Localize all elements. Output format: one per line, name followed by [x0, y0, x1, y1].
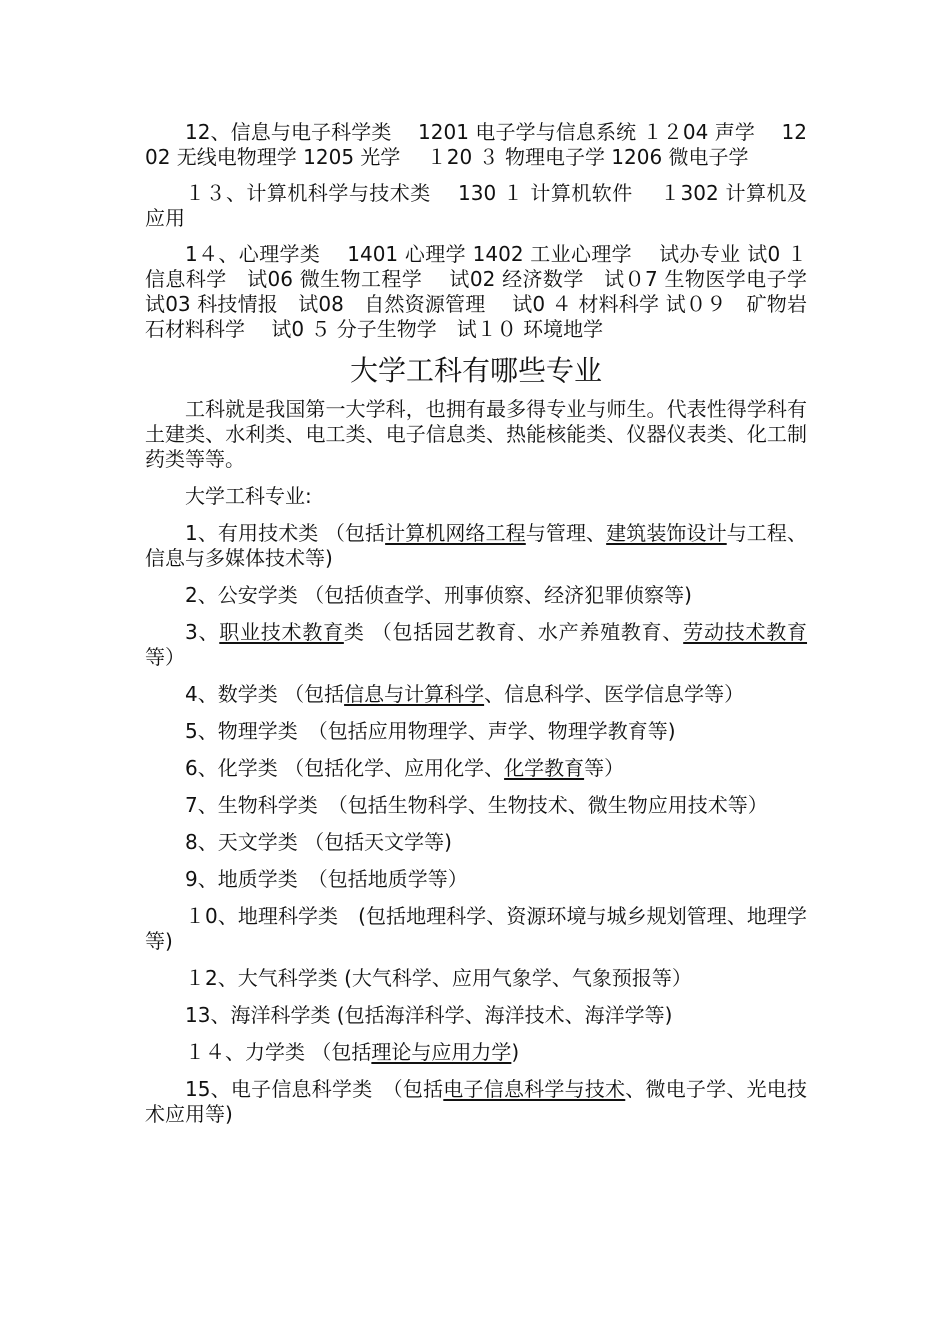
item-text: 与工程、信息与多媒体技术等) — [145, 521, 807, 570]
item-text: 类 （包括园艺教育、水产养殖教育、 — [343, 620, 684, 644]
item-text: 13、海洋科学类 (包括海洋科学、海洋技术、海洋学等) — [185, 1003, 673, 1027]
list-item-13 — [145, 1003, 807, 1028]
paragraph-category-12: 12、信息与电子科学类 1201 电子学与信息系统 １２04 声学 1202 无线电物理学 1205 光学 １20 ３ 物理电子学 1206 微电子学 — [145, 120, 807, 169]
list-item-7 — [145, 793, 807, 818]
item-text: 、微电子学、光电技术应用等) — [145, 1077, 808, 1126]
list-item-12 — [145, 966, 807, 991]
item-text: 1、有用技术类 （包括 — [185, 521, 386, 545]
paragraph-category-13: １３、计算机科学与技术类 130 １ 计算机软件 １302 计算机及应用 — [145, 181, 807, 230]
item-text: 4、数学类 （包括 — [185, 682, 345, 706]
paragraph-category-14: 1４、心理学类 1401 心理学 1402 工业心理学 试办专业 试0 １ 信息科学 试06 微生物工程学 试02 经济数学 试０7 生物医学电子学 试03 科技情报 试08 自然资源管理 试0 ４ 材料科学 试０９ 矿物岩石材料科学 试0 ５ 分子生物学 试１０ 环境地学 — [145, 242, 834, 341]
item-text: 、信息科学、医学信息学等） — [484, 682, 745, 706]
list-item-1 — [145, 521, 807, 571]
link-architectural-design[interactable]: 建筑装饰设计 — [606, 521, 727, 545]
link-vocational-education[interactable]: 职业技术教育 — [219, 620, 344, 644]
item-text: 9、地质学类 （包括地质学等） — [185, 867, 468, 891]
item-text: １0、地理科学类 (包括地理科学、资源环境与城乡规划管理、地理学等) — [145, 904, 807, 953]
list-item-5 — [145, 719, 807, 744]
intro-paragraph: 工科就是我国第一大学科，也拥有最多得专业与师生。代表性得学科有土建类、水利类、电工类、电子信息类、热能核能类、仪器仪表类、化工制药类等等。 — [145, 397, 807, 471]
item-text: 与管理、 — [525, 521, 607, 545]
list-item-15 — [145, 1077, 807, 1127]
link-computer-network[interactable]: 计算机网络工程 — [385, 521, 526, 545]
document-page — [145, 120, 834, 1139]
link-information-computing-science[interactable]: 信息与计算科学 — [344, 682, 485, 706]
item-text: 2、公安学类 （包括侦查学、刑事侦察、经济犯罪侦察等) — [185, 583, 692, 607]
link-labor-technology-education[interactable]: 劳动技术教育 — [683, 620, 808, 644]
list-item-6 — [145, 756, 807, 781]
section-title: 大学工科有哪些专业 — [349, 354, 602, 387]
list-item-4 — [145, 682, 807, 707]
item-text: １2、大气科学类 (大气科学、应用气象学、气象预报等） — [185, 966, 692, 990]
item-text: 等） — [145, 645, 185, 669]
item-text: 等） — [584, 756, 625, 780]
list-item-10 — [145, 904, 807, 954]
item-text: 6、化学类 （包括化学、应用化学、 — [185, 756, 505, 780]
item-text: １４、力学类 （包括 — [185, 1040, 372, 1064]
list-item-14 — [145, 1040, 807, 1065]
link-theoretical-applied-mechanics[interactable]: 理论与应用力学 — [371, 1040, 512, 1064]
list-item-3 — [145, 620, 807, 670]
list-item-9 — [145, 867, 807, 892]
item-text: 15、电子信息科学类 （包括 — [185, 1077, 444, 1101]
list-item-2 — [145, 583, 807, 608]
item-text: 8、天文学类 （包括天文学等) — [185, 830, 452, 854]
list-item-8 — [145, 830, 807, 855]
item-text: 5、物理学类 （包括应用物理学、声学、物理学教育等) — [185, 719, 676, 743]
list-heading: 大学工科专业: — [185, 484, 312, 508]
item-text: 7、生物科学类 （包括生物科学、生物技术、微生物应用技术等） — [185, 793, 768, 817]
link-chemistry-education[interactable]: 化学教育 — [504, 756, 585, 780]
item-text: 3、 — [185, 620, 220, 644]
link-electronic-information-science[interactable]: 电子信息科学与技术 — [443, 1077, 626, 1101]
item-text: ) — [511, 1040, 520, 1064]
